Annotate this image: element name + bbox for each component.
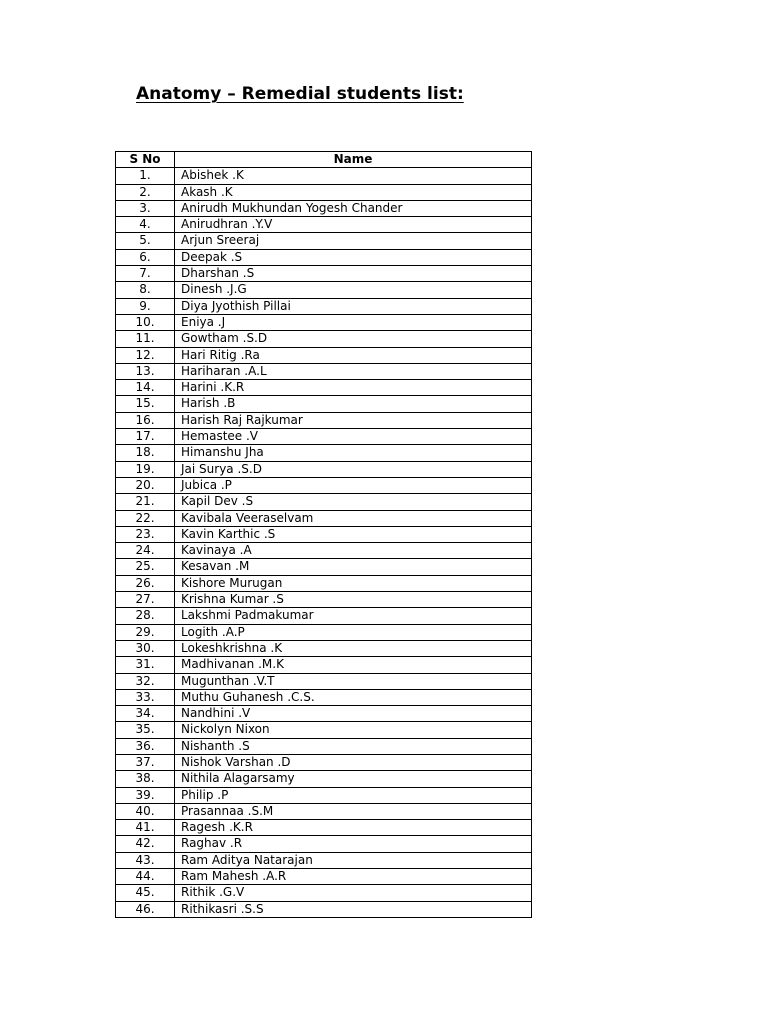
student-name-cell: Lokeshkrishna .K	[175, 640, 532, 656]
student-name-cell: Nishanth .S	[175, 738, 532, 754]
table-row	[116, 787, 532, 803]
table-header-row	[116, 152, 532, 168]
serial-number-cell: 5.	[116, 233, 175, 249]
serial-number-cell: 9.	[116, 298, 175, 314]
serial-number-cell: 26.	[116, 575, 175, 591]
serial-number-cell: 23.	[116, 526, 175, 542]
serial-number-cell: 7.	[116, 266, 175, 282]
table-row	[116, 706, 532, 722]
table-row	[116, 298, 532, 314]
table-row	[116, 673, 532, 689]
serial-number-cell: 45.	[116, 885, 175, 901]
table-row	[116, 559, 532, 575]
serial-number-cell: 3.	[116, 200, 175, 216]
student-name-cell: Rithik .G.V	[175, 885, 532, 901]
student-name-cell: Kavinaya .A	[175, 543, 532, 559]
table-row	[116, 200, 532, 216]
student-name-cell: Diya Jyothish Pillai	[175, 298, 532, 314]
student-name-cell: Krishna Kumar .S	[175, 592, 532, 608]
table-row	[116, 624, 532, 640]
student-name-cell: Ram Mahesh .A.R	[175, 869, 532, 885]
student-name-cell: Lakshmi Padmakumar	[175, 608, 532, 624]
student-name-cell: Nishok Varshan .D	[175, 754, 532, 770]
table-row	[116, 217, 532, 233]
student-name-cell: Akash .K	[175, 184, 532, 200]
serial-number-cell: 29.	[116, 624, 175, 640]
serial-number-cell: 14.	[116, 380, 175, 396]
table-row	[116, 901, 532, 917]
table-row	[116, 429, 532, 445]
column-header-sno: S No	[116, 152, 175, 168]
table-body	[116, 168, 532, 918]
students-table	[115, 151, 532, 918]
student-name-cell: Jai Surya .S.D	[175, 461, 532, 477]
table-row	[116, 168, 532, 184]
student-name-cell: Nithila Alagarsamy	[175, 771, 532, 787]
table-row	[116, 885, 532, 901]
serial-number-cell: 12.	[116, 347, 175, 363]
serial-number-cell: 19.	[116, 461, 175, 477]
table-row	[116, 184, 532, 200]
student-name-cell: Philip .P	[175, 787, 532, 803]
table-row	[116, 836, 532, 852]
serial-number-cell: 27.	[116, 592, 175, 608]
table-row	[116, 592, 532, 608]
student-name-cell: Arjun Sreeraj	[175, 233, 532, 249]
student-name-cell: Ram Aditya Natarajan	[175, 852, 532, 868]
table-row	[116, 608, 532, 624]
serial-number-cell: 6.	[116, 249, 175, 265]
serial-number-cell: 17.	[116, 429, 175, 445]
serial-number-cell: 24.	[116, 543, 175, 559]
table-row	[116, 526, 532, 542]
table-row	[116, 494, 532, 510]
table-row	[116, 477, 532, 493]
student-name-cell: Ragesh .K.R	[175, 820, 532, 836]
serial-number-cell: 1.	[116, 168, 175, 184]
student-name-cell: Anirudh Mukhundan Yogesh Chander	[175, 200, 532, 216]
table-row	[116, 445, 532, 461]
table-row	[116, 314, 532, 330]
serial-number-cell: 8.	[116, 282, 175, 298]
serial-number-cell: 4.	[116, 217, 175, 233]
student-name-cell: Mugunthan .V.T	[175, 673, 532, 689]
serial-number-cell: 22.	[116, 510, 175, 526]
student-name-cell: Harini .K.R	[175, 380, 532, 396]
serial-number-cell: 34.	[116, 706, 175, 722]
student-name-cell: Anirudhran .Y.V	[175, 217, 532, 233]
table-row	[116, 233, 532, 249]
student-name-cell: Himanshu Jha	[175, 445, 532, 461]
table-row	[116, 575, 532, 591]
student-name-cell: Rithikasri .S.S	[175, 901, 532, 917]
table-row	[116, 380, 532, 396]
table-row	[116, 820, 532, 836]
student-name-cell: Hari Ritig .Ra	[175, 347, 532, 363]
table-row	[116, 657, 532, 673]
table-row	[116, 331, 532, 347]
serial-number-cell: 32.	[116, 673, 175, 689]
serial-number-cell: 13.	[116, 363, 175, 379]
student-name-cell: Deepak .S	[175, 249, 532, 265]
serial-number-cell: 41.	[116, 820, 175, 836]
student-name-cell: Harish Raj Rajkumar	[175, 412, 532, 428]
serial-number-cell: 25.	[116, 559, 175, 575]
table-row	[116, 738, 532, 754]
serial-number-cell: 11.	[116, 331, 175, 347]
table-row	[116, 412, 532, 428]
student-name-cell: Prasannaa .S.M	[175, 803, 532, 819]
student-name-cell: Eniya .J	[175, 314, 532, 330]
student-name-cell: Kesavan .M	[175, 559, 532, 575]
serial-number-cell: 43.	[116, 852, 175, 868]
student-name-cell: Abishek .K	[175, 168, 532, 184]
serial-number-cell: 33.	[116, 689, 175, 705]
student-name-cell: Kavibala Veeraselvam	[175, 510, 532, 526]
table-row	[116, 249, 532, 265]
table-row	[116, 852, 532, 868]
serial-number-cell: 2.	[116, 184, 175, 200]
student-name-cell: Jubica .P	[175, 477, 532, 493]
serial-number-cell: 40.	[116, 803, 175, 819]
serial-number-cell: 15.	[116, 396, 175, 412]
serial-number-cell: 20.	[116, 477, 175, 493]
student-name-cell: Dinesh .J.G	[175, 282, 532, 298]
student-name-cell: Madhivanan .M.K	[175, 657, 532, 673]
serial-number-cell: 21.	[116, 494, 175, 510]
serial-number-cell: 42.	[116, 836, 175, 852]
table-row	[116, 282, 532, 298]
serial-number-cell: 28.	[116, 608, 175, 624]
serial-number-cell: 46.	[116, 901, 175, 917]
table-row	[116, 543, 532, 559]
table-row	[116, 803, 532, 819]
student-name-cell: Raghav .R	[175, 836, 532, 852]
student-name-cell: Kapil Dev .S	[175, 494, 532, 510]
student-name-cell: Nickolyn Nixon	[175, 722, 532, 738]
serial-number-cell: 37.	[116, 754, 175, 770]
student-name-cell: Hemastee .V	[175, 429, 532, 445]
table-row	[116, 363, 532, 379]
serial-number-cell: 31.	[116, 657, 175, 673]
table-row	[116, 266, 532, 282]
student-name-cell: Nandhini .V	[175, 706, 532, 722]
serial-number-cell: 36.	[116, 738, 175, 754]
table-row	[116, 640, 532, 656]
column-header-name: Name	[175, 152, 532, 168]
student-name-cell: Gowtham .S.D	[175, 331, 532, 347]
table-row	[116, 771, 532, 787]
table-row	[116, 510, 532, 526]
table-row	[116, 754, 532, 770]
serial-number-cell: 39.	[116, 787, 175, 803]
student-name-cell: Kishore Murugan	[175, 575, 532, 591]
student-name-cell: Harish .B	[175, 396, 532, 412]
table-row	[116, 396, 532, 412]
student-name-cell: Dharshan .S	[175, 266, 532, 282]
serial-number-cell: 10.	[116, 314, 175, 330]
table-row	[116, 461, 532, 477]
table-row	[116, 689, 532, 705]
table-row	[116, 869, 532, 885]
serial-number-cell: 18.	[116, 445, 175, 461]
table-header	[116, 152, 532, 168]
student-name-cell: Muthu Guhanesh .C.S.	[175, 689, 532, 705]
serial-number-cell: 16.	[116, 412, 175, 428]
student-name-cell: Kavin Karthic .S	[175, 526, 532, 542]
student-name-cell: Hariharan .A.L	[175, 363, 532, 379]
student-name-cell: Logith .A.P	[175, 624, 532, 640]
table-row	[116, 347, 532, 363]
table-row	[116, 722, 532, 738]
serial-number-cell: 35.	[116, 722, 175, 738]
serial-number-cell: 44.	[116, 869, 175, 885]
serial-number-cell: 30.	[116, 640, 175, 656]
page-title: Anatomy – Remedial students list:	[136, 84, 464, 104]
serial-number-cell: 38.	[116, 771, 175, 787]
